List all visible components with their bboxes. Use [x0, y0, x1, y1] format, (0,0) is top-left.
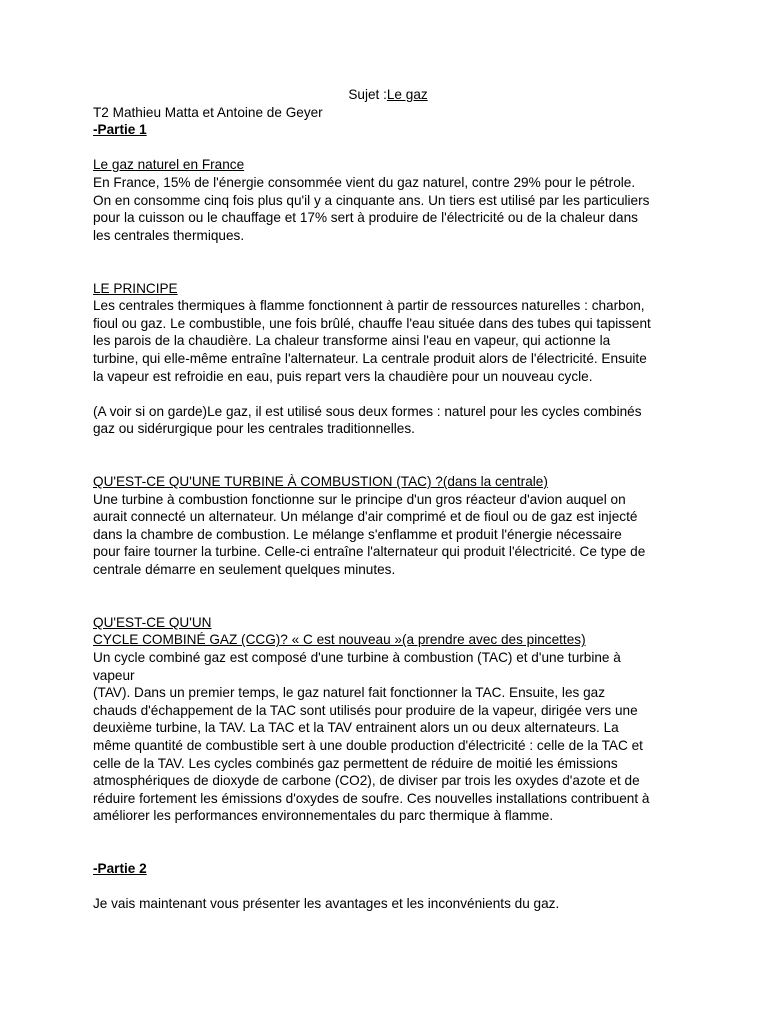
paragraph-line: réduire fortement les émissions d'oxydes de soufre. Ces nouvelles installations contribuent à — [93, 790, 650, 806]
paragraph-line: celle de la TAV. Les cycles combinés gaz permettent de réduire de moitié les émissions — [93, 755, 618, 771]
paragraph-line: On en consomme cinq fois plus qu'il y a cinquante ans. Un tiers est utilisé par les particuliers — [93, 192, 650, 208]
paragraph-line: (A voir si on garde)Le gaz, il est utilisé sous deux formes : naturel pour les cycles combinés — [93, 403, 642, 419]
paragraph-line: centrale démarre en seulement quelques minutes. — [93, 562, 396, 578]
document-subject — [93, 86, 683, 104]
paragraph-line: les centrales thermiques. — [93, 227, 245, 243]
paragraph-line: vapeur — [93, 667, 135, 683]
paragraph-line: pour la cuisson ou le chauffage et 17% sert à produire de l'électricité ou de la chaleur dans — [93, 210, 638, 226]
blank-line — [93, 139, 683, 157]
paragraph-line: aurait connecté un alternateur. Un mélange d'air comprimé et de fioul ou de gaz est injecté — [93, 509, 638, 525]
paragraph-line: pour faire tourner la turbine. Celle-ci entraîne l'alternateur qui produit l'électricité. Ce type de — [93, 544, 646, 560]
paragraph-line: la vapeur est refroidie en eau, puis repart vers la chaudière pour un nouveau cycle. — [93, 368, 593, 384]
subject-prefix: Sujet : — [348, 87, 387, 102]
section-title-ccg-line1: QU'EST-CE QU'UN — [93, 614, 212, 630]
section-title-ccg-line2: CYCLE COMBINÉ GAZ (CCG)? « C est nouveau »(a prendre avec des pincettes) — [93, 632, 586, 648]
blank-line — [93, 385, 683, 403]
blank-line — [93, 262, 683, 280]
blank-line — [93, 438, 683, 456]
paragraph-line: En France, 15% de l'énergie consommée vient du gaz naturel, contre 29% pour le pétrole. — [93, 174, 636, 190]
document-page — [93, 86, 683, 913]
paragraph-line: même quantité de combustible sert à une double production d'électricité : celle de la TAC et — [93, 737, 643, 753]
paragraph-line: chauds d'échappement de la TAC sont utilisés pour produire de la vapeur, dirigée vers une — [93, 702, 638, 718]
part1-heading: -Partie 1 — [93, 122, 147, 138]
part2-heading: -Partie 2 — [93, 861, 147, 877]
subject-title: Le gaz — [386, 87, 428, 102]
paragraph-line: dans la chambre de combustion. Le mélange s'enflamme et produit l'énergie nécessaire — [93, 526, 622, 542]
paragraph-line: gaz ou sidérurgique pour les centrales traditionnelles. — [93, 421, 415, 437]
blank-line — [93, 579, 683, 597]
paragraph-line: Une turbine à combustion fonctionne sur le principe d'un gros réacteur d'avion auquel on — [93, 491, 626, 507]
paragraph-line: atmosphériques de dioxyde de carbone (CO2), de diviser par trois les oxydes d'azote et de — [93, 773, 640, 789]
section-title-gaz-naturel: Le gaz naturel en France — [93, 157, 245, 173]
paragraph-line: (TAV). Dans un premier temps, le gaz naturel fait fonctionner la TAC. Ensuite, les gaz — [93, 685, 606, 701]
paragraph-line: turbine, qui elle-même entraîne l'alternateur. La centrale produit alors de l'électricité. Ensuite — [93, 350, 647, 366]
blank-line — [93, 878, 683, 896]
paragraph-line: améliorer les performances environnementales du parc thermique à flamme. — [93, 808, 554, 824]
paragraph-line: les parois de la chaudière. La chaleur transforme ainsi l'eau en vapeur, qui actionne la — [93, 333, 611, 349]
section-title-principe: LE PRINCIPE — [93, 280, 178, 296]
blank-line — [93, 825, 683, 843]
paragraph-line: fioul ou gaz. Le combustible, une fois brûlé, chauffe l'eau située dans des tubes qui tapissent — [93, 315, 651, 331]
blank-line — [93, 843, 683, 861]
blank-line — [93, 244, 683, 262]
paragraph-line: deuxième turbine, la TAV. La TAC et la TAV entrainent alors un ou deux alternateurs. La — [93, 720, 619, 736]
paragraph-line: Je vais maintenant vous présenter les avantages et les inconvénients du gaz. — [93, 896, 560, 912]
paragraph-line: Un cycle combiné gaz est composé d'une turbine à combustion (TAC) et d'une turbine à — [93, 650, 621, 665]
blank-line — [93, 596, 683, 614]
blank-line — [93, 455, 683, 473]
section-title-tac: QU'EST-CE QU'UNE TURBINE À COMBUSTION (TAC) ?(dans la centrale) — [93, 474, 548, 490]
paragraph-line: Les centrales thermiques à flamme fonctionnent à partir de ressources naturelles : charbon, — [93, 298, 645, 314]
document-authors: T2 Mathieu Matta et Antoine de Geyer — [93, 104, 323, 120]
